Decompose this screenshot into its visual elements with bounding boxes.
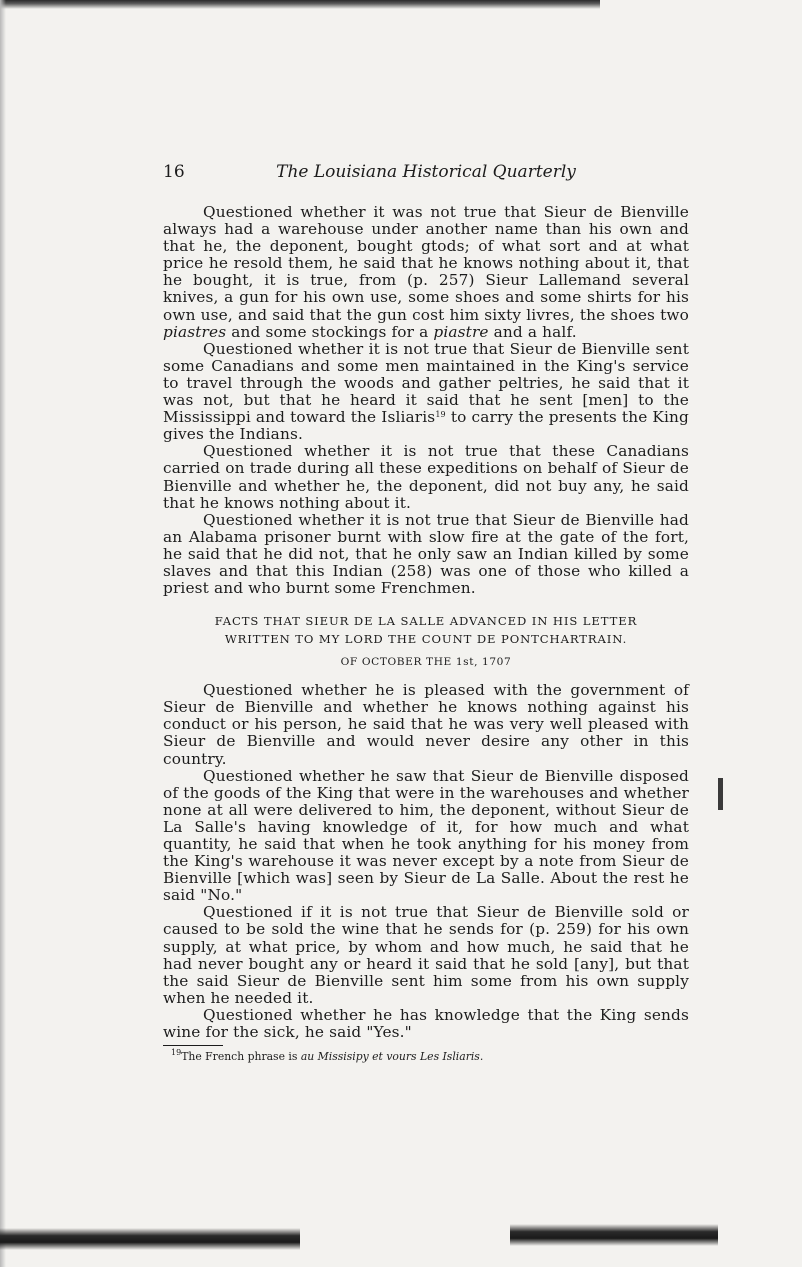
running-head: [163, 158, 689, 188]
section-heading-line-1: FACTS THAT SIEUR DE LA SALLE ADVANCED IN HIS LETTER: [214, 614, 638, 629]
footnote: [163, 1050, 689, 1064]
paragraph-2: [163, 341, 689, 444]
scan-edge-bottom-left: [0, 1228, 300, 1250]
footnote-text: The French phrase is: [181, 1050, 301, 1064]
paragraph-2-text-b: to carry the presents the King gives the Indians.: [163, 408, 689, 444]
paragraph-5: Questioned whether he is pleased with the government of Sieur de Bienville and whether he knows nothing against his conduct or his person, he said that he was very well pleased with Sieur de Bienville and would never desire any other in this country.: [163, 681, 689, 768]
paragraph-3: Questioned whether it is not true that these Canadians carried on trade during all these expeditions on behalf of Sieur de Bienville and whether he, the deponent, did not buy any, he said that he knows nothing about it.: [163, 442, 689, 512]
paragraph-1-text-b: and some stockings for a: [226, 322, 434, 341]
scan-edge-left: [0, 0, 6, 1267]
section-heading: [163, 612, 689, 648]
footnote-rule: [163, 1045, 223, 1046]
section-subheading: OF OCTOBER THE 1st, 1707: [340, 656, 512, 669]
paragraph-4: Questioned whether it is not true that Sieur de Bienville had an Alabama prisoner burnt with slow fire at the gate of the fort, he said that he did not, that he only saw an Indian killed by some slaves and that this Indian (258) was one of those who killed a priest and who burnt some Frenchmen.: [163, 510, 689, 598]
footnote-number: 19: [171, 1048, 182, 1058]
scan-edge-bottom-right: [510, 1224, 718, 1246]
paragraph-1-text-c: and a half.: [488, 322, 577, 341]
paragraph-7: Questioned if it is not true that Sieur de Bienville sold or caused to be sold the wine that he sends for (p. 259) for his own supply, at what price, by whom and how much, he said that he had never bought any or heard it said that he sold [any], but that the said Sieur de Bienville sent him some from his own supply when he needed it.: [163, 903, 689, 1007]
footnote-reference: 19: [435, 410, 446, 420]
document-page: [163, 158, 689, 1064]
margin-ink-mark: [718, 778, 723, 810]
paragraph-8: Questioned whether he has knowledge that the King sends wine for the sick, he said "Yes.": [163, 1005, 689, 1042]
paragraph-1-italic-1: piastres: [163, 322, 227, 341]
paragraph-2-text-a: Questioned whether it is not true that Sieur de Bienville sent some Canadians and some men maintained in the King's service to travel through the woods and gather peltries, he said that it was not, but that he heard it said that he sent [men] to the Mississippi and toward the Isliaris: [163, 339, 689, 427]
scan-edge-top: [0, 0, 600, 9]
footnote-italic-text: au Missisipy et vours Les Isliaris.: [300, 1050, 484, 1064]
paragraph-1-italic-2: piastre: [433, 322, 489, 341]
paragraph-1: [163, 204, 689, 341]
paragraph-6: Questioned whether he saw that Sieur de Bienville disposed of the goods of the King that were in the warehouses and whether none at all were delivered to him, the deponent, without Sieur de La Salle's having knowledge of it, for how much and what quantity, he said that when he took anything for his money from the King's warehouse it was never except by a note from Sieur de Bienville [which was] seen by Sieur de La Salle. About the rest he said "No.": [163, 766, 689, 905]
journal-title: The Louisiana Historical Quarterly: [276, 162, 576, 182]
page-number: 16: [163, 162, 185, 182]
section-heading-line-2: WRITTEN TO MY LORD THE COUNT DE PONTCHARTRAIN.: [224, 632, 628, 647]
paragraph-1-text-a: Questioned whether it was not true that Sieur de Bienville always had a warehouse under another name than his own and that he, the deponent, bought gtods; of what sort and at what price he resold them, he said that he knows nothing about it, that he bought, it is true, from (p. 257) Sieur Lallemand several knives, a gun for his own use, some shoes and some shirts for his own use, and said that the gun cost him sixty livres, the shoes two: [163, 203, 689, 324]
